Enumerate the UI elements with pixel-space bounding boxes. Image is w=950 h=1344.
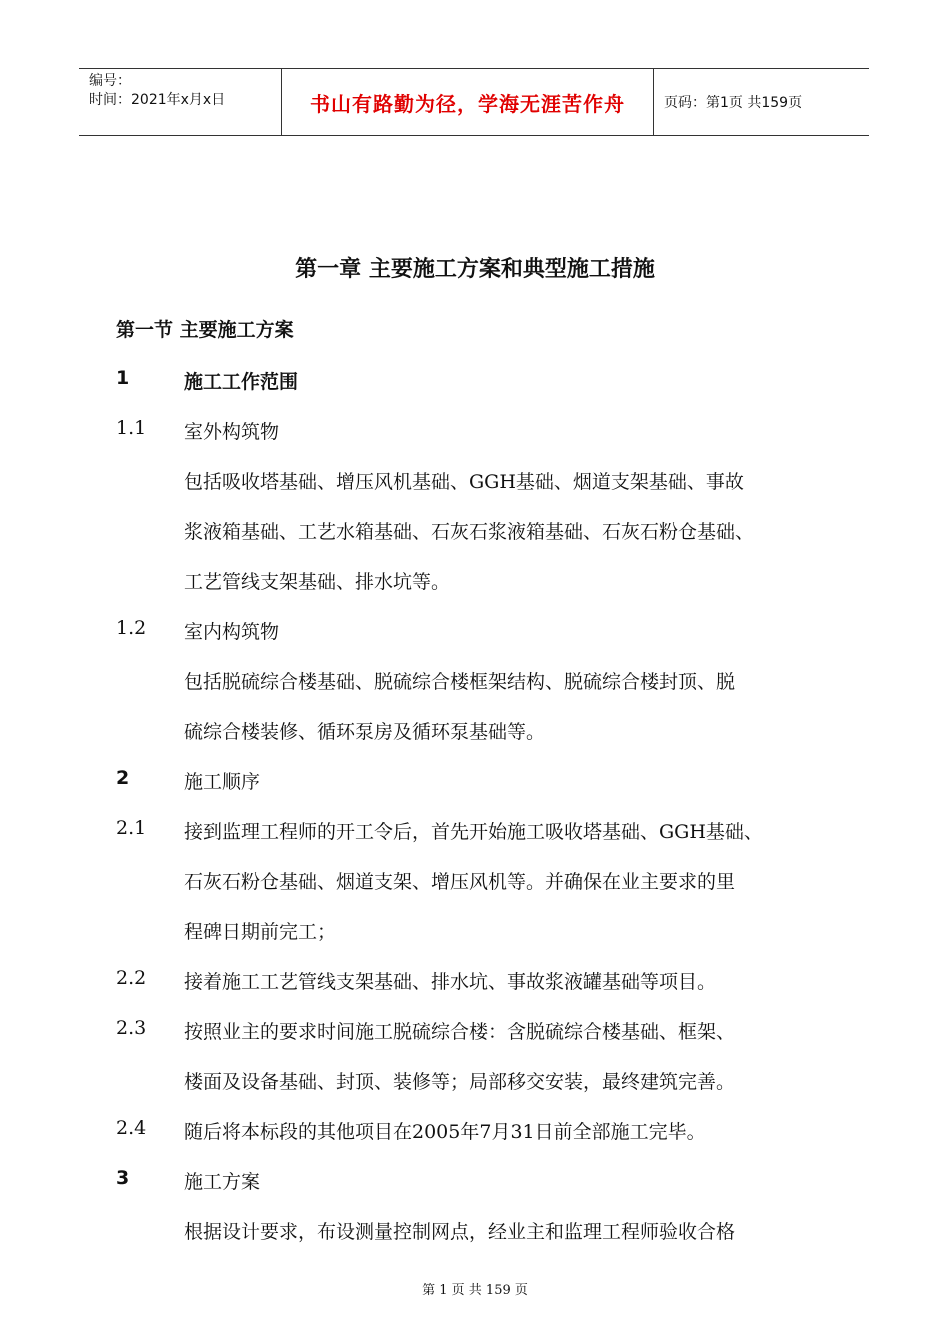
item-number: 2.2 [116, 967, 147, 989]
heading-text: 施工方案 [184, 1171, 261, 1193]
item-number: 1.1 [116, 417, 147, 439]
section-title: 第一节 主要施工方案 [116, 319, 294, 341]
time-label: 时间：2021年x月x日 [89, 92, 226, 108]
heading-text: 施工顺序 [184, 771, 261, 793]
paragraph-line: 接着施工工艺管线支架基础、排水坑、事故浆液罐基础等项目。 [184, 971, 717, 993]
paragraph-line: 石灰石粉仓基础、烟道支架、增压风机等。并确保在业主要求的里 [184, 871, 736, 893]
item-number: 2 [116, 767, 130, 789]
header-page-info: 页码：第1页 共159页 [664, 95, 803, 111]
header-motto-cell [281, 69, 654, 135]
paragraph-line: 根据设计要求，布设测量控制网点，经业主和监理工程师验收合格 [184, 1221, 736, 1243]
paragraph-line: 硫综合楼装修、循环泵房及循环泵基础等。 [184, 721, 546, 743]
header-meta [79, 69, 281, 135]
chapter-title: 第一章 主要施工方案和典型施工措施 [295, 257, 655, 282]
item-number: 3 [116, 1167, 130, 1189]
page-header [79, 68, 869, 136]
page-footer: 第 1 页 共 159 页 [422, 1283, 528, 1298]
item-number: 2.3 [116, 1017, 147, 1039]
paragraph-line: 程碑日期前完工； [184, 921, 337, 943]
header-motto: 书山有路勤为径，学海无涯苦作舟 [310, 91, 625, 116]
paragraph-line: 接到监理工程师的开工令后，首先开始施工吸收塔基础、GGH基础、 [184, 821, 763, 843]
paragraph-line: 工艺管线支架基础、排水坑等。 [184, 571, 451, 593]
paragraph-line: 楼面及设备基础、封顶、装修等；局部移交安装，最终建筑完善。 [184, 1071, 736, 1093]
paragraph-line: 包括脱硫综合楼基础、脱硫综合楼框架结构、脱硫综合楼封顶、脱 [184, 671, 736, 693]
subheading-text: 室外构筑物 [184, 421, 280, 443]
item-number: 2.4 [116, 1117, 147, 1139]
heading-text: 施工工作范围 [184, 371, 299, 393]
serial-label: 编号： [89, 73, 131, 89]
paragraph-line: 包括吸收塔基础、增压风机基础、GGH基础、烟道支架基础、事故 [184, 471, 744, 493]
item-number: 2.1 [116, 817, 147, 839]
subheading-text: 室内构筑物 [184, 621, 280, 643]
item-number: 1.2 [116, 617, 147, 639]
paragraph-line: 浆液箱基础、工艺水箱基础、石灰石浆液箱基础、石灰石粉仓基础、 [184, 521, 755, 543]
paragraph-line: 按照业主的要求时间施工脱硫综合楼：含脱硫综合楼基础、框架、 [184, 1021, 736, 1043]
item-number: 1 [116, 367, 130, 389]
paragraph-line: 随后将本标段的其他项目在2005年7月31日前全部施工完毕。 [184, 1121, 706, 1143]
